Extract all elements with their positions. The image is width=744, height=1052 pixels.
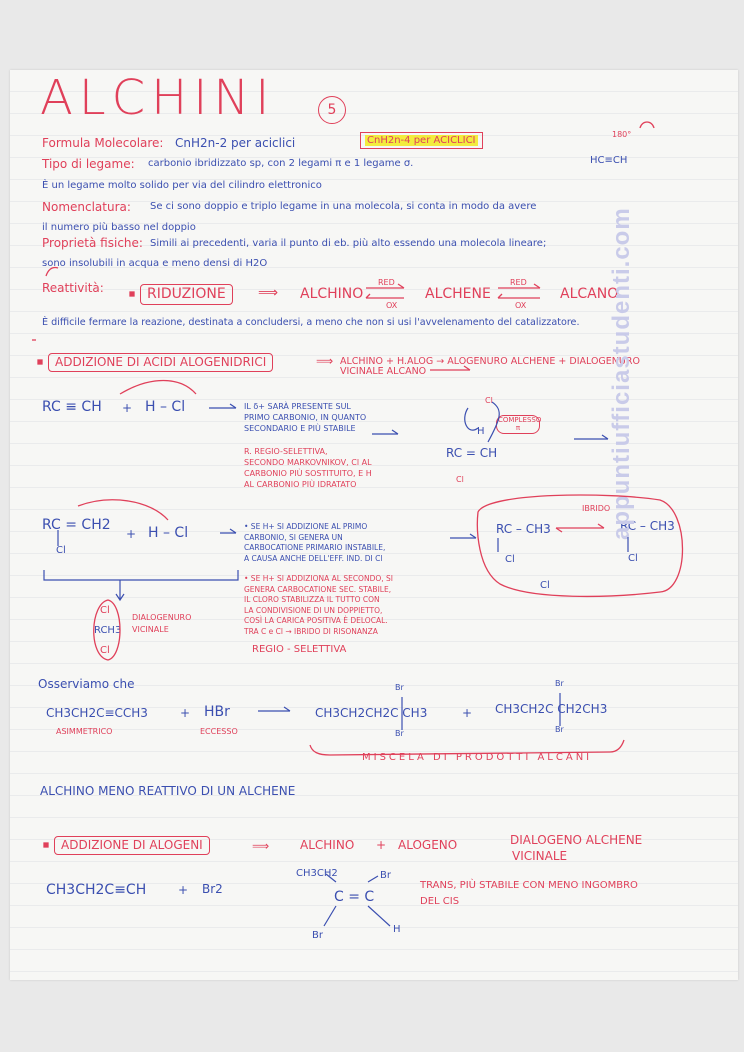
- alogeni-product-1: DIALOGENO ALCHENE: [510, 833, 643, 847]
- r2-notes2: [244, 574, 393, 637]
- r1-notes: [244, 401, 366, 434]
- alogeni-alchino: ALCHINO: [300, 838, 355, 852]
- p2-br-bottom: Br: [555, 725, 564, 734]
- r1-cl-top: Cl: [485, 396, 493, 405]
- alogeni-plus: +: [376, 838, 387, 852]
- ibrido-label: IBRIDO: [582, 504, 611, 513]
- osserviamo-label: Osserviamo che: [38, 677, 135, 691]
- product-1: CH3CH2CH2C CH3: [315, 706, 428, 720]
- r1-note-line: PRIMO CARBONIO, IN QUANTO: [244, 413, 367, 422]
- riduzione-arrow: ⟹: [258, 285, 279, 301]
- p1-br-top: Br: [395, 683, 404, 692]
- r2-note-line: GENERA CARBOCATIONE SEC. STABILE,: [244, 584, 392, 594]
- osserviamo-reactant: CH3CH2C≡CCH3: [46, 706, 148, 720]
- r1-red-note-line: CARBONIO PIÙ SOSTITUITO, E H: [244, 469, 372, 478]
- nomenclature-value: Se ci sono doppio e triplo legame in una molecola, si conta in modo da avere: [150, 201, 537, 212]
- alkene-cc: C = C: [334, 889, 375, 905]
- r1-red-note-line: SECONDO MARKOVNIKOV, Cl AL: [244, 458, 372, 467]
- trans-note-2: DEL CIS: [420, 896, 460, 907]
- page-title: ALCHINI: [40, 70, 276, 126]
- dialog-cl-bottom: Cl: [100, 645, 110, 656]
- p1-br-bottom: Br: [395, 729, 404, 738]
- dialog-label-line: VICINALE: [132, 625, 169, 634]
- alkene-ch3ch2: CH3CH2: [296, 868, 338, 879]
- resonance-1-cl: Cl: [505, 554, 515, 565]
- asymmetric-label: ASIMMETRICO: [56, 727, 113, 736]
- addizione-acidi-box: ADDIZIONE DI ACIDI ALOGENIDRICI: [48, 353, 273, 372]
- nomenclature-label: Nomenclatura:: [42, 200, 131, 214]
- r1-cl-bottom: Cl: [456, 475, 464, 484]
- r1-reagent: H – Cl: [145, 399, 186, 415]
- formula-label: Formula Molecolare:: [42, 136, 164, 150]
- bond-line2: È un legame molto solido per via del cilindro elettronico: [42, 180, 322, 191]
- properties-value: Simili ai precedenti, varia il punto di eb. più alto essendo una molecola lineare;: [150, 238, 547, 249]
- r1-red-note-line: AL CARBONIO PIÙ IDRATATO: [244, 480, 357, 489]
- addizione-acidi-arrow: ⟹: [316, 354, 334, 368]
- riduzione-ox2: OX: [515, 301, 527, 310]
- r2-note-line: TRA C e Cl → IBRIDO DI RISONANZA: [244, 626, 378, 636]
- dialog-cl-top: Cl: [100, 605, 110, 616]
- r1-note-line: SECONDARIO E PIÙ STABILE: [244, 424, 356, 433]
- alkene-br-top: Br: [380, 870, 391, 881]
- riduzione-red1: RED: [378, 278, 395, 287]
- r1-reactant: RC ≡ CH: [42, 399, 102, 415]
- regio-selettiva: REGIO - SELETTIVA: [252, 644, 347, 655]
- r2-note-line: CARBOCATIONE PRIMARIO INSTABILE,: [244, 543, 386, 552]
- alkene-br-bottom: Br: [312, 930, 323, 941]
- riduzione-ox1: OX: [386, 301, 398, 310]
- dialog-label: [132, 612, 191, 636]
- r2-note-line: IL CLORO STABILIZZA IL TUTTO CON: [244, 595, 380, 604]
- resonance-2: RC – CH3: [620, 519, 675, 533]
- alogeni-reactant: CH3CH2C≡CH: [46, 882, 147, 898]
- r2-reactant: RC = CH2: [42, 517, 111, 533]
- riduzione-alchene: ALCHENE: [425, 286, 491, 302]
- riduzione-alchino: ALCHINO: [300, 286, 364, 302]
- r1-plus: +: [122, 401, 133, 415]
- osserviamo-plus-2: +: [462, 706, 473, 720]
- dialog-product: RCH3: [94, 625, 122, 636]
- r2-note-line: LA CONDIVISIONE DI UN DOPPIETTO,: [244, 605, 383, 615]
- alogeni-product-2: VICINALE: [512, 849, 568, 863]
- formula-value: CnH2n-2 per aciclici: [175, 136, 296, 150]
- miscela-label: MISCELA DI PRODOTTI ALCANI: [362, 752, 593, 763]
- trans-note-1: TRANS, PIÙ STABILE CON MENO INGOMBRO: [420, 880, 638, 891]
- r1-red-note-line: R. REGIO-SELETTIVA,: [244, 447, 328, 456]
- resonance-2-cl: Cl: [628, 553, 638, 564]
- formula-box: [360, 132, 483, 149]
- r2-note-line: • SE H+ SI ADDIZIONA AL SECONDO, SI: [244, 574, 393, 583]
- r1-product: RC = CH: [446, 446, 498, 460]
- riduzione-box: RIDUZIONE: [140, 284, 233, 305]
- bond-label: Tipo di legame:: [42, 157, 135, 171]
- formula-box-text: CnH2n-4 per ACICLICI: [367, 135, 476, 146]
- r2-reagent: H – Cl: [148, 525, 189, 541]
- r2-cl: Cl: [56, 545, 66, 556]
- addizione-acidi-reaction: ALCHINO + H.ALOG → ALOGENURO ALCHENE + DIALOGENURO VICINALE ALCANO: [340, 356, 640, 378]
- properties-label: Proprietà fisiche:: [42, 236, 143, 250]
- r2-note-line: COSÌ LA CARICA POSITIVA È DELOCAL.: [244, 616, 388, 625]
- r1-h: H: [477, 426, 485, 437]
- alogeni-plus-2: +: [178, 883, 189, 897]
- page-number: 5: [318, 96, 346, 124]
- dialog-label-line: DIALOGENURO: [132, 613, 192, 622]
- r1-red-notes: [244, 446, 372, 490]
- chloride-ion: Cl: [540, 580, 550, 591]
- angle-label: 180°: [612, 130, 632, 139]
- r2-plus: +: [126, 527, 137, 541]
- r2-note-line: • SE H+ SI ADDIZIONE AL PRIMO: [244, 522, 368, 531]
- meno-reattivo: ALCHINO MENO REATTIVO DI UN ALCHENE: [40, 784, 296, 798]
- resonance-1: RC – CH3: [496, 522, 551, 536]
- nomenclature-line2: il numero più basso nel doppio: [42, 222, 196, 233]
- acetylene-formula: HC≡CH: [590, 155, 628, 166]
- alogeni-br2: Br2: [202, 882, 223, 896]
- addizione-alogeni-arrow: ⟹: [252, 839, 270, 853]
- p2-br-top: Br: [555, 679, 564, 688]
- alogeni-alogeno: ALOGENO: [398, 838, 458, 852]
- alkene-h: H: [393, 924, 401, 935]
- reactivity-label: Reattività:: [42, 281, 104, 295]
- addizione-alogeni-box: ADDIZIONE DI ALOGENI: [54, 836, 210, 855]
- r2-note-line: CARBONIO, SI GENERA UN: [244, 532, 343, 542]
- properties-line2: sono insolubili in acqua e meno densi di H2O: [42, 258, 268, 269]
- eccesso-label: ECCESSO: [200, 727, 238, 736]
- difficult-note: È difficile fermare la reazione, destinata a concludersi, a meno che non si usi l'avvelenamento del catalizzatore.: [42, 317, 580, 328]
- riduzione-alcano: ALCANO: [560, 286, 619, 302]
- watermark: appuntiufficiastudenti.com: [608, 207, 635, 540]
- riduzione-red2: RED: [510, 278, 527, 287]
- r1-note-line: IL δ+ SARÀ PRESENTE SUL: [244, 402, 351, 411]
- bond-value: carbonio ibridizzato sp, con 2 legami π e 1 legame σ.: [148, 158, 414, 169]
- complesso-label: COMPLESSO π: [496, 415, 540, 434]
- hbr: HBr: [204, 704, 230, 720]
- r2-note-line: A CAUSA ANCHE DELL'EFF. IND. DI Cl: [244, 553, 383, 563]
- product-2: CH3CH2C CH2CH3: [495, 702, 608, 716]
- osserviamo-plus: +: [180, 706, 191, 720]
- r2-notes1: [244, 522, 385, 564]
